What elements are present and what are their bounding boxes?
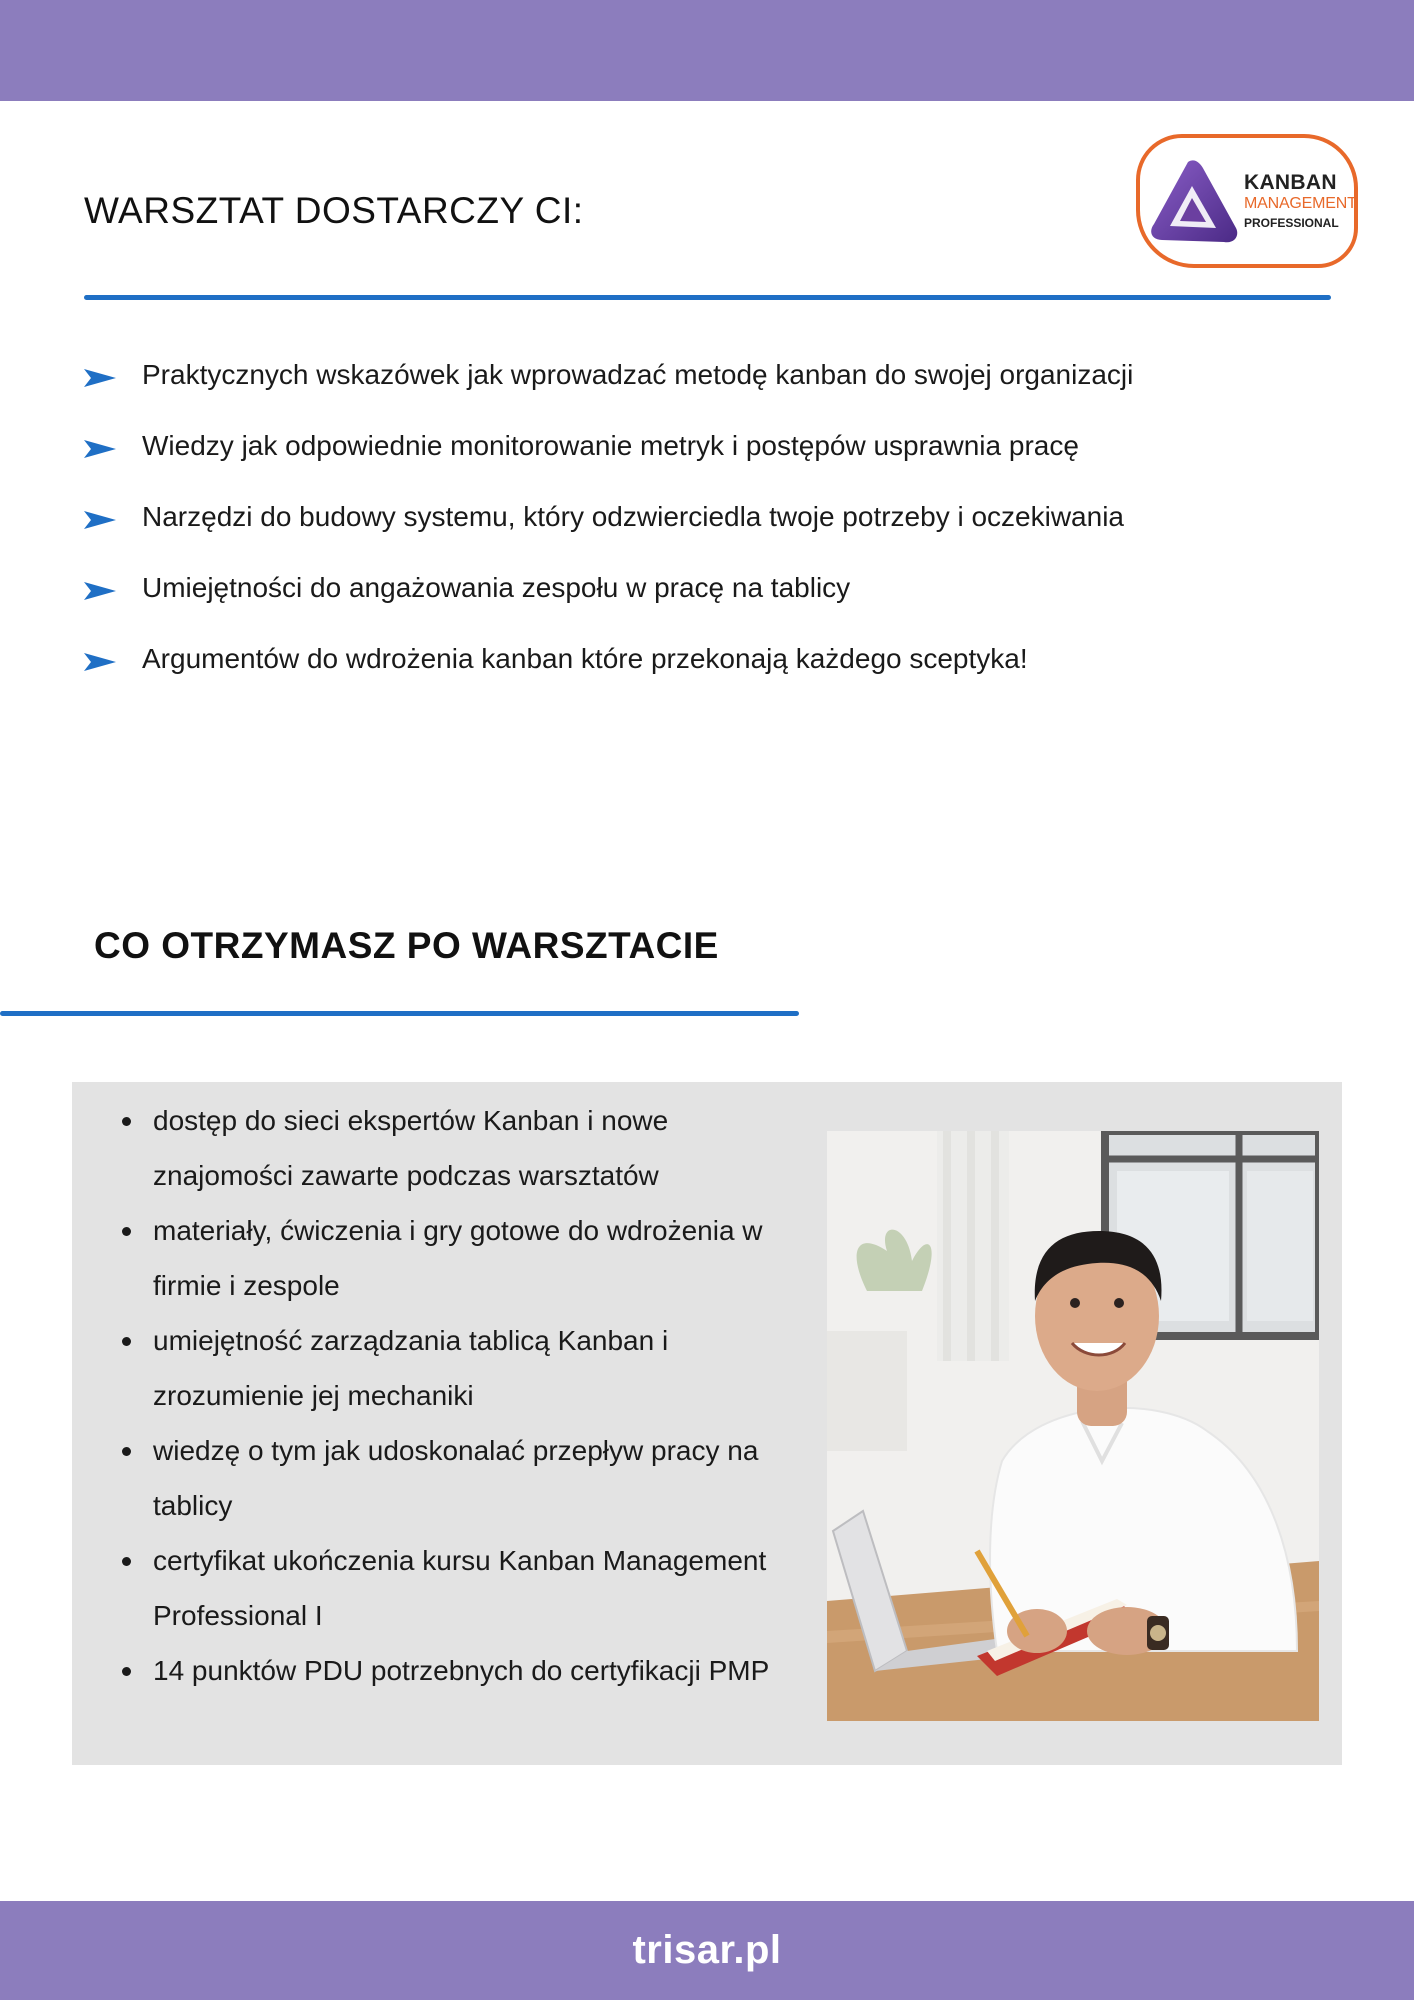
list-item	[118, 1313, 798, 1423]
logo-line-kanban: KANBAN	[1244, 171, 1337, 194]
benefit-text: Umiejętności do angażowania zespołu w pracę na tablicy	[142, 572, 851, 603]
logo-line-professional: PROFESSIONAL	[1244, 216, 1339, 230]
benefit-text: Narzędzi do budowy systemu, który odzwierciedla twoje potrzeby i oczekiwania	[142, 501, 1124, 532]
list-item	[84, 426, 1344, 497]
outcome-text: 14 punktów PDU potrzebnych do certyfikacji PMP	[153, 1655, 770, 1686]
list-item	[84, 355, 1344, 426]
bullet-dot-icon	[122, 1667, 131, 1676]
outcome-text: dostęp do sieci ekspertów Kanban i nowe znajomości zawarte podczas warsztatów	[153, 1105, 669, 1191]
bullet-dot-icon	[122, 1337, 131, 1346]
trainer-photo-illustration	[827, 1131, 1319, 1721]
list-item	[84, 639, 1344, 710]
logo-triangle-icon	[1148, 158, 1238, 246]
trainer-photo	[827, 1131, 1319, 1721]
arrow-bullet-icon	[84, 653, 116, 671]
benefit-text: Argumentów do wdrożenia kanban które przekonają każdego sceptyka!	[142, 643, 1028, 674]
section-title-after-workshop: CO OTRZYMASZ PO WARSZTACIE	[94, 925, 719, 966]
bullet-dot-icon	[122, 1227, 131, 1236]
section-divider-1	[84, 295, 1331, 300]
bullet-dot-icon	[122, 1447, 131, 1456]
arrow-bullet-icon	[84, 511, 116, 529]
workshop-benefits-list	[84, 355, 1344, 710]
outcome-text: materiały, ćwiczenia i gry gotowe do wdrożenia w firmie i zespole	[153, 1215, 763, 1301]
logo-line-management: MANAGEMENT	[1244, 195, 1357, 212]
benefit-text: Wiedzy jak odpowiednie monitorowanie metryk i postępów usprawnia pracę	[142, 430, 1079, 461]
list-item	[118, 1643, 798, 1698]
section-divider-2	[0, 1011, 799, 1016]
list-item	[84, 568, 1344, 639]
outcome-text: certyfikat ukończenia kursu Kanban Management Professional I	[153, 1545, 767, 1631]
arrow-bullet-icon	[84, 582, 116, 600]
benefit-text: Praktycznych wskazówek jak wprowadzać metodę kanban do swojej organizacji	[142, 359, 1134, 390]
footer-website: trisar.pl	[632, 1928, 782, 1972]
outcomes-list	[118, 1093, 798, 1698]
arrow-bullet-icon	[84, 440, 116, 458]
bullet-dot-icon	[122, 1557, 131, 1566]
list-item	[118, 1533, 798, 1643]
list-item	[118, 1093, 798, 1203]
arrow-bullet-icon	[84, 369, 116, 387]
list-item	[84, 497, 1344, 568]
list-item	[118, 1203, 798, 1313]
top-band	[0, 0, 1414, 101]
outcome-text: wiedzę o tym jak udoskonalać przepływ pracy na tablicy	[153, 1435, 759, 1521]
outcome-text: umiejętność zarządzania tablicą Kanban i zrozumienie jej mechaniki	[153, 1325, 669, 1411]
kanban-management-professional-logo	[1130, 128, 1366, 276]
bullet-dot-icon	[122, 1117, 131, 1126]
list-item	[118, 1423, 798, 1533]
logo-text	[1244, 172, 1357, 229]
section-title-workshop: WARSZTAT DOSTARCZY CI:	[84, 190, 584, 231]
